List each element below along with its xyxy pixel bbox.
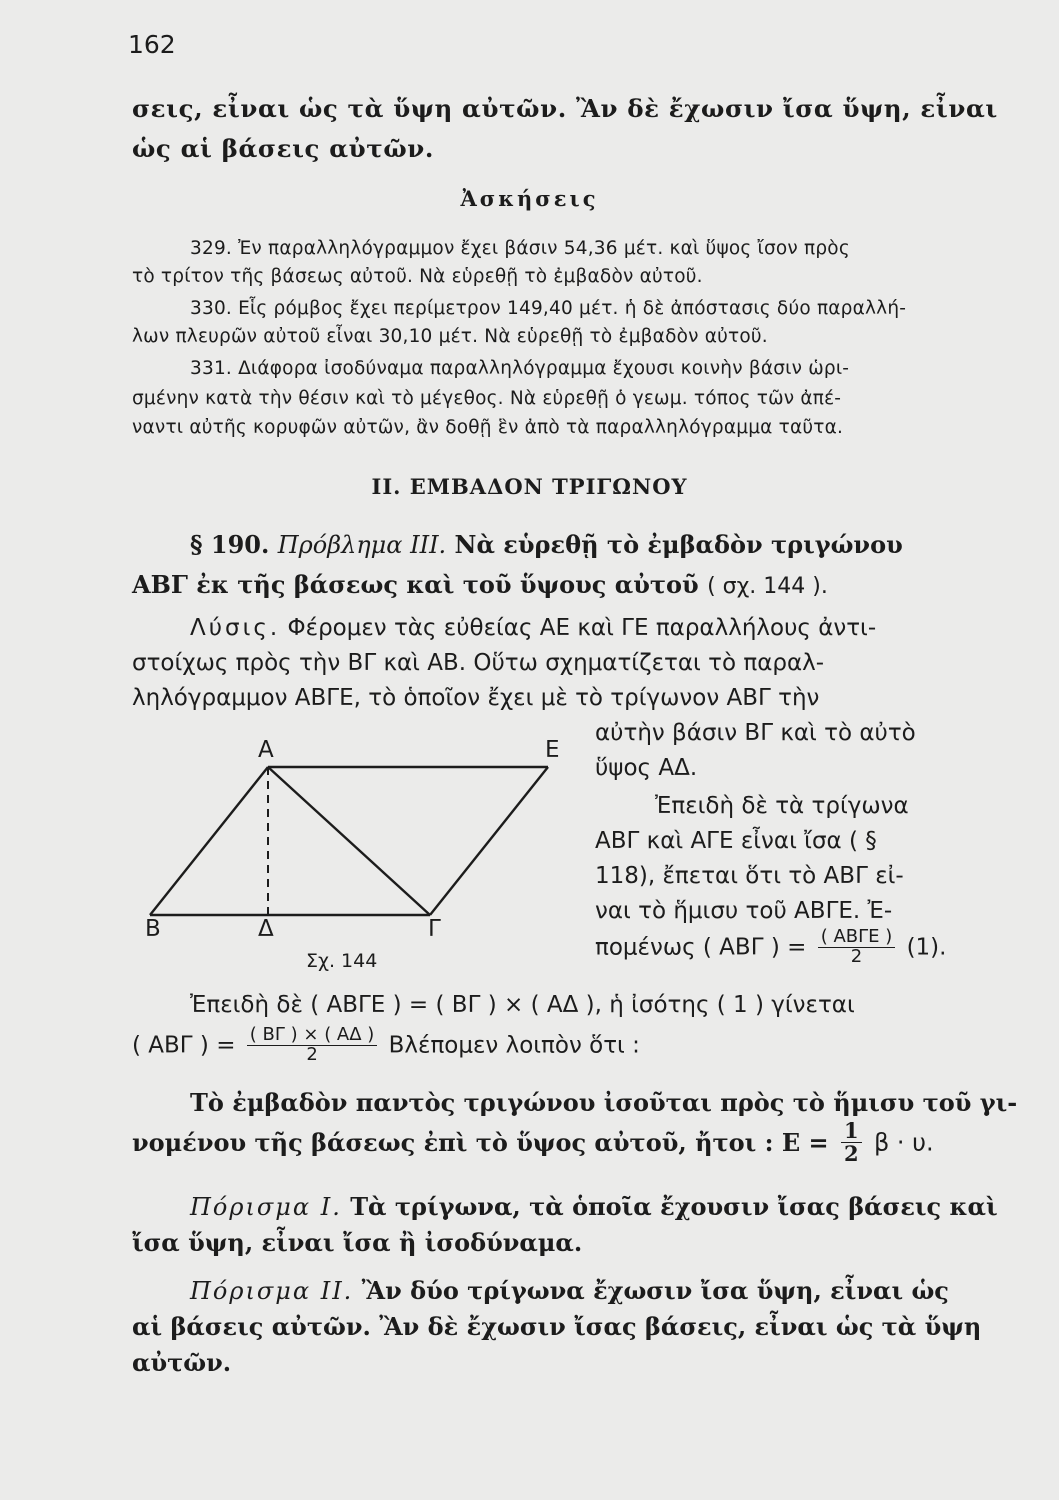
exercises-heading: Ἀσκήσεις xyxy=(460,186,599,211)
solution-label: Λύσις. xyxy=(190,615,281,641)
equation-1 xyxy=(595,928,946,967)
problem-text-2: ΑΒΓ ἐκ τῆς βάσεως καὶ τοῦ ὕψους αὐτοῦ xyxy=(132,570,699,599)
corollary-2-text: Ἂν δύο τρίγωνα ἔχωσιν ἴσα ὕψη, εἶναι ὡς xyxy=(361,1276,949,1305)
segment-AB xyxy=(150,767,268,915)
vertex-label-D: Δ xyxy=(258,916,274,942)
equation-1-fraction xyxy=(818,928,896,967)
equation-2-numerator: ( ΒΓ ) × ( ΑΔ ) xyxy=(247,1026,378,1046)
exercise-330-line-2: λων πλευρῶν αὐτοῦ εἶναι 30,10 μέτ. Νὰ εὑρεθῇ τὸ ἐμβαδὸν αὐτοῦ. xyxy=(132,326,768,347)
diagonal-AG xyxy=(268,767,430,915)
exercise-331-line-2: σμένην κατὰ τὴν θέσιν καὶ τὸ μέγεθος. Νὰ εὑρεθῇ ὁ γεωμ. τόπος τῶν ἀπέ- xyxy=(132,388,842,409)
solution-line-2: στοίχως πρὸς τὴν ΒΓ καὶ ΑΒ. Οὕτω σχηματίζεται τὸ παραλ- xyxy=(132,650,825,676)
figure-caption: Σχ. 144 xyxy=(306,950,378,972)
vertex-label-G: Γ xyxy=(428,916,441,942)
corollary-1-line-2: ἴσα ὕψη, εἶναι ἴσα ἢ ἰσοδύναμα. xyxy=(132,1228,583,1257)
equation-1-suffix: (1). xyxy=(906,934,947,961)
solution-side-3: Ἐπειδὴ δὲ τὰ τρίγωνα xyxy=(655,793,909,819)
theorem-fraction-denominator: 2 xyxy=(843,1141,859,1167)
solution-side-1: αὐτὴν βάσιν ΒΓ καὶ τὸ αὐτὸ xyxy=(595,720,916,746)
corollary-1-line-1 xyxy=(190,1192,998,1221)
theorem-line-2-suffix: β · υ. xyxy=(873,1128,934,1157)
line-after-equation: Ἐπειδὴ δὲ ( ΑΒΓΕ ) = ( ΒΓ ) × ( ΑΔ ), ἡ ἰσότης ( 1 ) γίνεται xyxy=(190,992,855,1018)
theorem-line-2-text: νομένου τῆς βάσεως ἐπὶ τὸ ὕψος αὐτοῦ, ἤτοι : Ε = xyxy=(132,1128,829,1158)
corollary-2-line-3: αὐτῶν. xyxy=(132,1348,232,1377)
equation-2-fraction xyxy=(247,1026,378,1065)
equation-2 xyxy=(132,1026,640,1065)
equation-1-numerator: ( ΑΒΓΕ ) xyxy=(818,928,896,948)
top-line-1: σεις, εἶναι ὡς τὰ ὕψη αὐτῶν. Ἂν δὲ ἔχωσιν ἴσα ὕψη, εἶναι xyxy=(132,94,998,123)
problem-text-1: Νὰ εὑρεθῇ τὸ ἐμβαδὸν τριγώνου xyxy=(454,530,903,559)
vertex-label-E: Ε xyxy=(545,737,560,763)
exercise-331-line-3: ναντι αὐτῆς κορυφῶν αὐτῶν, ἂν δοθῇ ἓν ἀπὸ τὰ παραλληλόγραμμα ταῦτα. xyxy=(132,417,844,438)
problem-fig-ref: ( σχ. 144 ). xyxy=(707,574,828,599)
equation-1-prefix: πομένως ( ΑΒΓ ) = xyxy=(595,934,807,961)
solution-line-3: ληλόγραμμον ΑΒΓΕ, τὸ ὁποῖον ἔχει μὲ τὸ τρίγωνον ΑΒΓ τὴν xyxy=(132,685,820,711)
equation-2-denominator: 2 xyxy=(306,1043,318,1065)
equation-1-denominator: 2 xyxy=(850,945,863,967)
solution-side-2: ὕψος ΑΔ. xyxy=(595,755,698,781)
exercise-329-line-1: 329. Ἐν παραλληλόγραμμον ἔχει βάσιν 54,36 μέτ. καὶ ὕψος ἴσον πρὸς xyxy=(190,238,850,259)
vertex-label-B: Β xyxy=(145,916,161,942)
segment-GE xyxy=(430,767,548,915)
problem-line-2 xyxy=(132,570,828,599)
problem-line-1 xyxy=(190,530,903,559)
solution-side-5: 118), ἔπεται ὅτι τὸ ΑΒΓ εἰ- xyxy=(595,863,904,889)
corollary-2-line-2: αἱ βάσεις αὐτῶν. Ἂν δὲ ἔχωσιν ἴσας βάσεις, εἶναι ὡς τὰ ὕψη xyxy=(132,1312,982,1341)
page-number: 162 xyxy=(128,30,176,59)
solution-side-4: ΑΒΓ καὶ ΑΓΕ εἶναι ἴσα ( § xyxy=(595,828,877,854)
figure-144 xyxy=(130,735,600,975)
theorem-fraction-numerator: 1 xyxy=(841,1120,862,1143)
problem-paragraph: § 190. xyxy=(190,530,270,559)
corollary-2-label: Πόρισμα II. xyxy=(190,1277,354,1305)
equation-2-prefix: ( ΑΒΓ ) = xyxy=(132,1032,236,1059)
exercise-329-line-2: τὸ τρίτον τῆς βάσεως αὐτοῦ. Νὰ εὑρεθῇ τὸ ἐμβαδὸν αὐτοῦ. xyxy=(132,266,703,287)
solution-line-1 xyxy=(190,615,876,641)
corollary-1-label: Πόρισμα I. xyxy=(190,1193,342,1221)
vertex-label-A: Α xyxy=(258,737,274,763)
corollary-1-text: Τὰ τρίγωνα, τὰ ὁποῖα ἔχουσιν ἴσας βάσεις καὶ xyxy=(350,1192,998,1221)
exercise-331-line-1: 331. Διάφορα ἰσοδύναμα παραλληλόγραμμα ἔχουσι κοινὴν βάσιν ὡρι- xyxy=(190,358,850,379)
theorem-fraction xyxy=(841,1120,862,1165)
exercise-330-line-1: 330. Εἷς ρόμβος ἔχει περίμετρον 149,40 μέτ. ἡ δὲ ἀπόστασις δύο παραλλή- xyxy=(190,298,907,319)
problem-label: Πρόβλημα III. xyxy=(277,531,447,559)
equation-2-suffix: Βλέπομεν λοιπὸν ὅτι : xyxy=(388,1032,640,1059)
theorem-line-2 xyxy=(132,1120,934,1165)
solution-side-6: ναι τὸ ἥμισυ τοῦ ΑΒΓΕ. Ἐ- xyxy=(595,898,893,924)
solution-line-1-text: Φέρομεν τὰς εὐθείας ΑΕ καὶ ΓΕ παραλλήλους ἀντι- xyxy=(287,615,877,641)
theorem-line-1: Τὸ ἐμβαδὸν παντὸς τριγώνου ἰσοῦται πρὸς τὸ ἥμισυ τοῦ γι- xyxy=(190,1088,1018,1117)
corollary-2-line-1 xyxy=(190,1276,949,1305)
section-title: II. ΕΜΒΑΔΟΝ ΤΡΙΓΩΝΟΥ xyxy=(371,474,688,499)
top-line-2: ὡς αἱ βάσεις αὐτῶν. xyxy=(132,134,434,163)
